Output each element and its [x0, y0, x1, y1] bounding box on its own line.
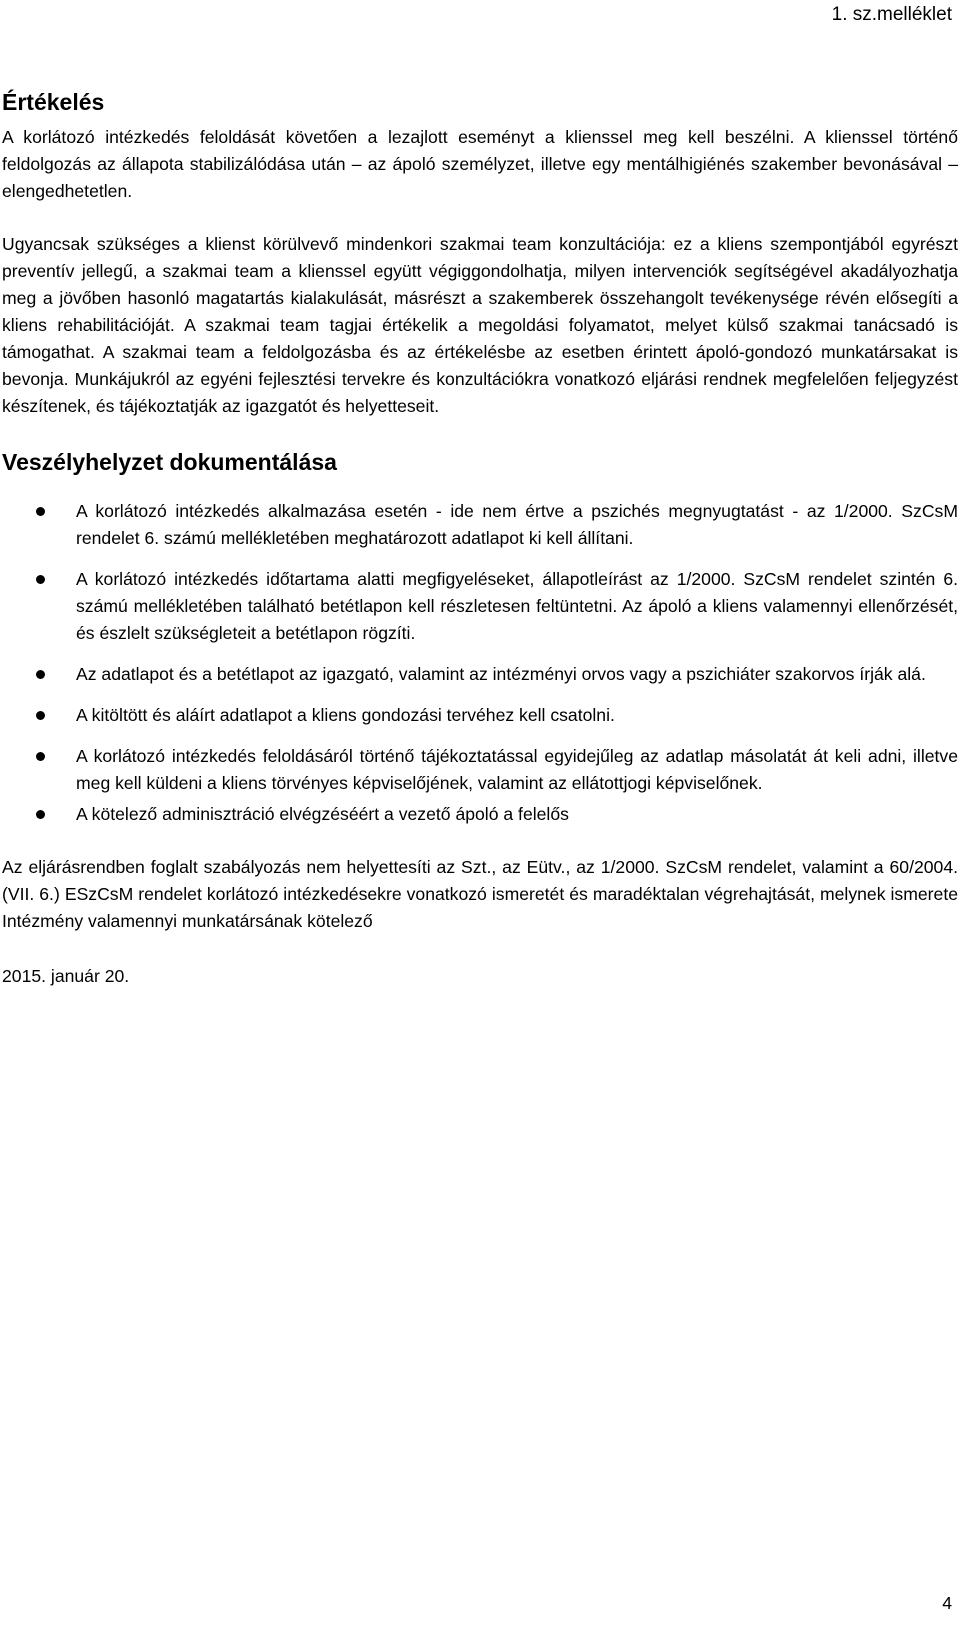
list-item: [2, 801, 958, 828]
spacer: [2, 935, 958, 963]
list-item: [2, 498, 958, 552]
list-item-text: A kitöltött és aláírt adatlapot a kliens gondozási tervéhez kell csatolni.: [76, 705, 615, 725]
list-item: [2, 566, 958, 647]
list-item: [2, 661, 958, 688]
documentation-bullet-list: [2, 498, 958, 828]
list-item-text: A korlátozó intézkedés alkalmazása esetén - ide nem értve a pszichés megnyugtatást - az 1/2000. SzCsM rendelet 6. számú mellékletében meghatározott adatlapot ki kell állítani.: [76, 501, 958, 548]
paragraph-ertekeles-2: Ugyancsak szükséges a klienst körülvevő mindenkori szakmai team konzultációja: ez a kliens szempontjából egyrészt preventív jellegű, a szakmai team a klienssel együtt végiggondolhatja, milyen intervenciók segítségével akadályozhatja meg a jövőben hasonló magatartás kialakulását, másrészt a szakemberek összehangolt tevékenysége révén elősegíti a kliens rehabilitációját. A szakmai team tagjai értékelik a megoldási folyamatot, melyet külső szakmai tanácsadó is támogathat. A szakmai team a feldolgozásba és az értékelésbe az esetben érintett ápoló-gondozó munkatársakat is bevonja. Munkájukról az egyéni fejlesztési tervekre és konzultációkra vonatkozó eljárási rendnek megfelelően feljegyzést készítenek, és tájékoztatják az igazgatót és helyetteseit.: [2, 234, 958, 416]
section-title-ertekeles: Értékelés: [2, 89, 105, 115]
bullet-icon: [36, 711, 45, 720]
bullet-icon: [36, 507, 45, 516]
spacer: [2, 420, 958, 448]
paragraph-ertekeles-1: A korlátozó intézkedés feloldását követően a lezajlott eseményt a klienssel meg kell beszélni. A klienssel történő feldolgozás az állapota stabilizálódása után – az ápoló személyzet, illetve egy mentálhigiénés szakember bevonásával – elengedhetetlen.: [2, 127, 958, 201]
bullet-icon: [36, 670, 45, 679]
spacer: [2, 205, 958, 231]
list-item-text: A korlátozó intézkedés időtartama alatti megfigyeléseket, állapotleírást az 1/2000. SzCsM rendelet szintén 6. számú mellékletében található betétlapon kell részletesen feltüntetni. Az ápoló a kliens valamennyi ellenőrzését, és észlelt szükségleteit a betétlapon rögzíti.: [76, 569, 958, 643]
document-body: [2, 88, 958, 990]
annex-label: 1. sz.melléklet: [831, 4, 952, 25]
bullet-icon: [36, 752, 45, 761]
list-item-text: A korlátozó intézkedés feloldásáról történő tájékoztatással egyidejűleg az adatlap másolatát át keli adni, illetve meg kell küldeni a kliens törvényes képviselőjének, valamint az ellátottjogi képviselőnek.: [76, 746, 958, 793]
page-number: 4: [942, 1593, 952, 1613]
list-item-text: A kötelező adminisztráció elvégzéséért a vezető ápoló a felelős: [76, 804, 569, 824]
bullet-icon: [36, 575, 45, 584]
section-title-veszelyhelyzet: Veszélyhelyzet dokumentálása: [2, 449, 337, 475]
list-item: [2, 743, 958, 797]
list-item: [2, 702, 958, 729]
list-item-text: Az adatlapot és a betétlapot az igazgató, valamint az intézményi orvos vagy a pszichiáter szakorvos írják alá.: [76, 664, 926, 684]
bullet-icon: [36, 810, 45, 819]
document-date: 2015. január 20.: [2, 966, 130, 986]
closing-paragraph: Az eljárásrendben foglalt szabályozás nem helyettesíti az Szt., az Eütv., az 1/2000. SzCsM rendelet, valamint a 60/2004. (VII. 6.) ESzCsM rendelet korlátozó intézkedésekre vonatkozó ismeretét és maradéktalan végrehajtását, melynek ismerete Intézmény valamennyi munkatársának kötelező: [2, 857, 958, 931]
spacer: [2, 828, 958, 854]
